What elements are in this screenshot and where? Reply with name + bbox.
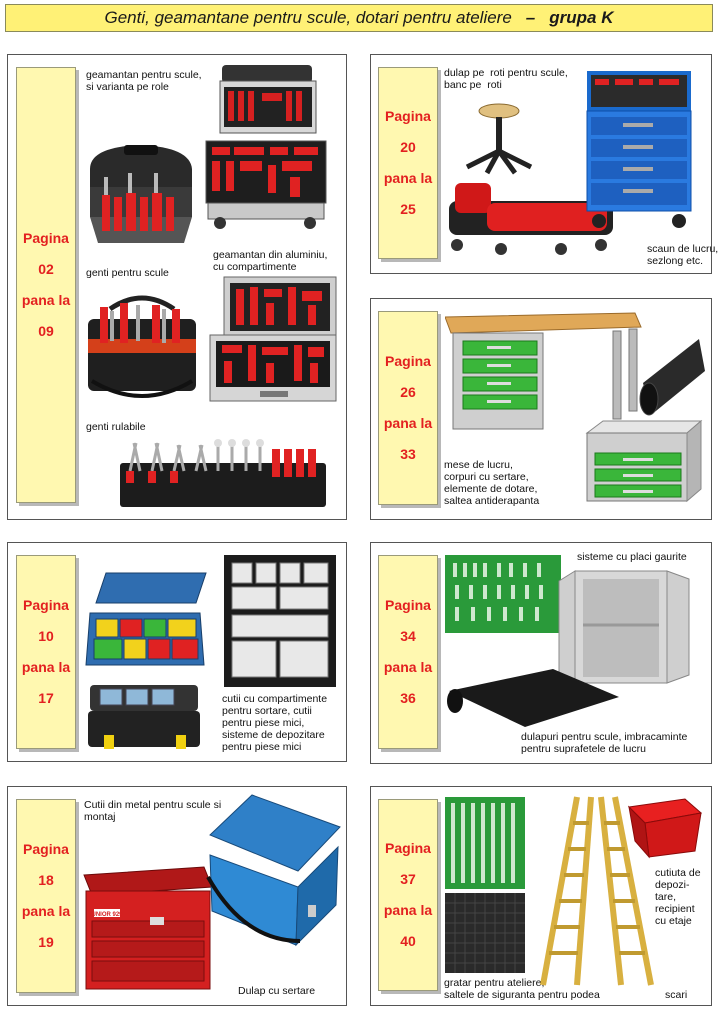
tab-page-from: 10 [38, 628, 54, 644]
tab-page-from: 02 [38, 261, 54, 277]
tab-label-pana-la: pana la [21, 659, 71, 675]
tab-page-to: 09 [38, 323, 54, 339]
leather-tool-bag-image [80, 139, 200, 249]
floor-grate-image [443, 795, 527, 891]
page-range-tab[interactable] [378, 555, 438, 749]
trolley-case-image [198, 61, 334, 231]
tab-label-pagina: Pagina [23, 230, 69, 246]
section-metal-boxes [7, 786, 347, 1006]
page-range-tab[interactable] [378, 799, 438, 991]
tab-page-to: 17 [38, 690, 54, 706]
tab-page-from: 34 [400, 628, 416, 644]
safety-mat-image [443, 891, 527, 975]
tab-label-pana-la: pana la [383, 659, 433, 675]
caption-tool-case: geamantan pentru scule, si varianta pe role [86, 69, 202, 93]
drawer-cabinet-image [583, 419, 705, 503]
caption-storage-bin: cutiuta de depozi- tare, recipient cu etaje [655, 867, 701, 927]
drawer-unit-image [220, 551, 340, 691]
antislip-mat-roll-image [637, 337, 707, 419]
tab-page-from: 37 [400, 871, 416, 887]
header-title: Genti, geamantane pentru scule, dotari pentru ateliere [104, 8, 512, 27]
header-group: grupa K [549, 8, 614, 27]
section-bags-cases [7, 54, 347, 520]
chest-brand-label: UNIOR 929 [91, 912, 123, 918]
tab-page-to: 19 [38, 934, 54, 950]
page-range-tab[interactable] [378, 67, 438, 259]
section-pegboards-cabinets [370, 542, 712, 764]
tab-label-pana-la: pana la [383, 170, 433, 186]
caption-aluminium-case: geamantan din aluminiu, cu compartimente [213, 249, 328, 273]
section-storage-boxes [7, 542, 347, 762]
section-ladders-grates [370, 786, 712, 1006]
caption-stool-creeper: scaun de lucru, sezlong etc. [647, 243, 719, 267]
tab-label-pana-la: pana la [21, 292, 71, 308]
caption-tool-bags: genti pentru scule [86, 267, 169, 279]
caption-trolley: dulap pe roti pentru scule, banc pe roti [444, 67, 568, 91]
floor-mat-image [443, 661, 623, 733]
stool-image [459, 101, 539, 177]
tab-page-to: 40 [400, 933, 416, 949]
assortment-box-image [80, 569, 214, 675]
tab-page-to: 33 [400, 446, 416, 462]
section-trolleys-stools [370, 54, 719, 274]
tab-label-pagina: Pagina [385, 597, 431, 613]
page-header [5, 4, 713, 32]
red-storage-bin-image [625, 795, 705, 859]
tab-page-from: 20 [400, 139, 416, 155]
section-workbenches [370, 298, 712, 520]
caption-workbenches: mese de lucru, corpuri cu sertare, elemente de dotare, saltea antiderapanta [444, 459, 540, 507]
tab-label-pana-la: pana la [21, 903, 71, 919]
tab-label-pagina: Pagina [23, 597, 69, 613]
page-range-tab[interactable] [16, 67, 76, 503]
page-range-tab[interactable] [16, 555, 76, 749]
black-case-image [84, 677, 208, 753]
caption-ladders: scari [665, 989, 688, 1001]
page-range-tab[interactable] [16, 799, 76, 993]
page-range-tab[interactable] [378, 311, 438, 505]
tool-trolley-image [577, 61, 701, 233]
workbench-image [445, 307, 645, 431]
caption-pegboards: sisteme cu placi gaurite [577, 551, 687, 563]
caption-tool-cabinets: dulapuri pentru scule, imbracaminte pentru suprafetele de lucru [521, 731, 688, 755]
tab-label-pagina: Pagina [23, 841, 69, 857]
caption-roll-bags: genti rulabile [86, 421, 146, 433]
tab-page-from: 18 [38, 872, 54, 888]
pegboard-image [443, 553, 563, 635]
tool-roll-image [118, 435, 328, 509]
caption-grates-mats: gratar pentru ateliere, saltele de siguranta pentru podea [444, 977, 600, 1001]
tab-label-pana-la: pana la [383, 415, 433, 431]
tab-label-pagina: Pagina [385, 840, 431, 856]
caption-metal-boxes: Cutii din metal pentru scule si montaj [84, 799, 222, 823]
tab-label-pagina: Pagina [385, 108, 431, 124]
header-separator: – [525, 8, 536, 27]
tab-label-pana-la: pana la [383, 902, 433, 918]
aluminium-case-image [206, 275, 342, 411]
red-tool-chest-image [78, 861, 218, 993]
tab-page-from: 26 [400, 384, 416, 400]
tab-label-pagina: Pagina [385, 353, 431, 369]
blue-tool-box-image [204, 791, 344, 951]
caption-sorting-boxes: cutii cu compartimente pentru sortare, cutii pentru piese mici, sisteme de depozitare pentru piese mici [222, 693, 328, 753]
open-tool-bag-image [80, 291, 204, 403]
tab-page-to: 36 [400, 690, 416, 706]
caption-drawer-chest: Dulap cu sertare [238, 985, 316, 997]
tab-page-to: 25 [400, 201, 416, 217]
